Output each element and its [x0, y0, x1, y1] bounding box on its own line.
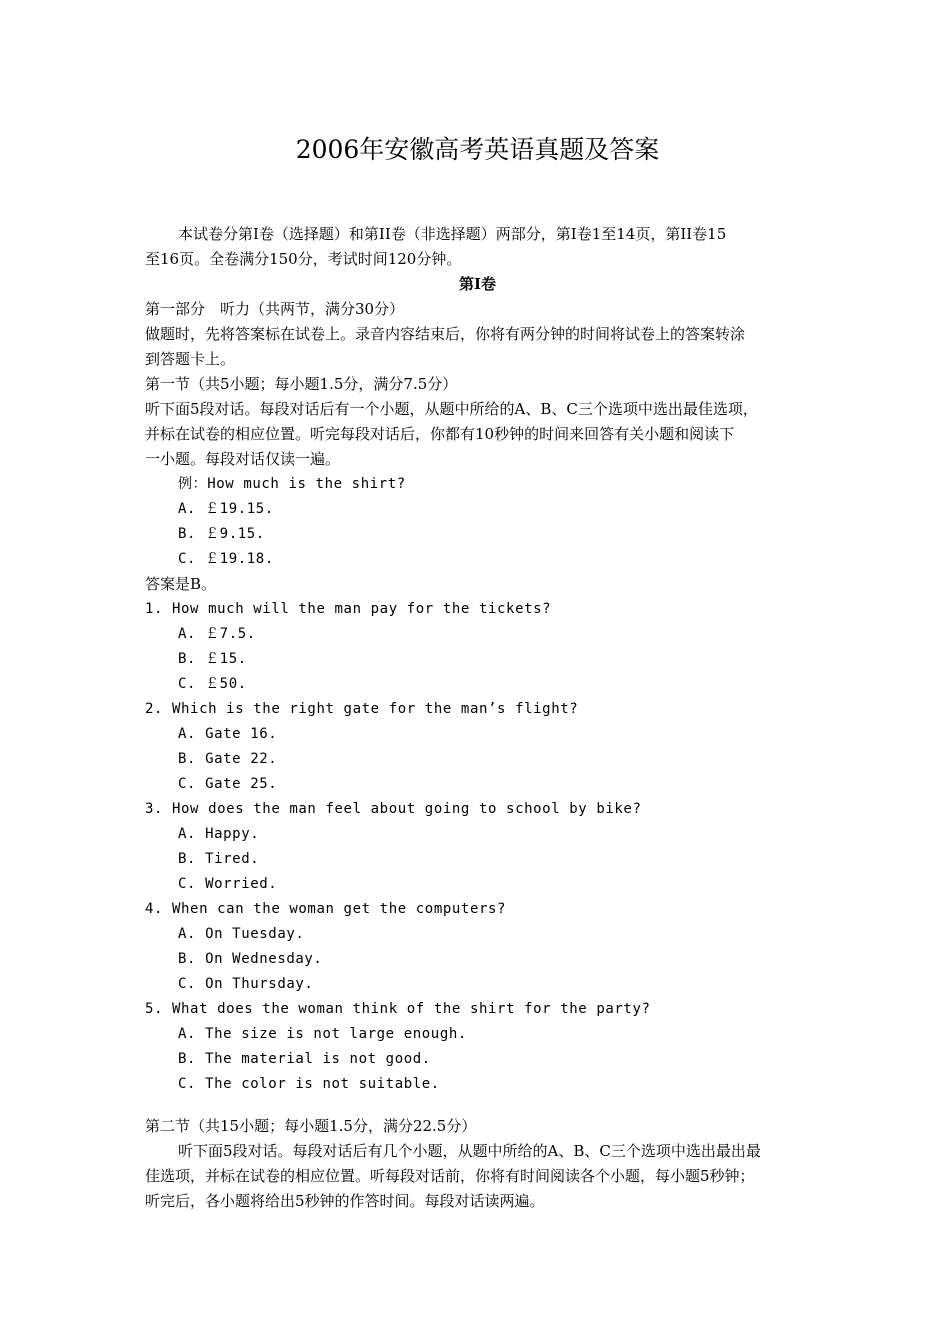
question-option: A. On Tuesday.: [178, 926, 305, 942]
volume-heading: 第I卷: [458, 275, 497, 293]
question-item: [145, 897, 810, 922]
question-item: [145, 597, 810, 622]
question-item: [145, 997, 810, 1022]
section-gap: [145, 1097, 810, 1114]
question-text: How much will the man pay for the tickets?: [172, 601, 552, 617]
question-option: B. ￡15.: [178, 651, 247, 667]
question-option: B. Gate 22.: [178, 751, 278, 767]
question-option: B. Tired.: [178, 851, 260, 867]
question-text: When can the woman get the computers?: [172, 901, 507, 917]
intro-line: 至16页。全卷满分150分，考试时间120分钟。: [145, 250, 462, 268]
question-option: A. Gate 16.: [178, 726, 278, 742]
part1-instruction: 做题时，先将答案标在试卷上。录音内容结束后，你将有两分钟的时间将试卷上的答案转涂: [145, 325, 746, 343]
section2-instruction: 听完后，各小题将给出5秒钟的作答时间。每段对话读两遍。: [145, 1192, 545, 1210]
intro-line: 本试卷分第I卷（选择题）和第II卷（非选择题）两部分，第I卷1至14页，第II卷15: [178, 225, 727, 243]
example-option: C. ￡19.18.: [178, 551, 274, 567]
question-option: B. On Wednesday.: [178, 951, 323, 967]
question-option: C. On Thursday.: [178, 976, 314, 992]
question-number: 5.: [145, 1001, 164, 1017]
section1-instruction: 并标在试卷的相应位置。听完每段对话后，你都有10秒钟的时间来回答有关小题和阅读下: [145, 425, 735, 443]
question-text: What does the woman think of the shirt for the party?: [172, 1001, 651, 1017]
section1-instruction: 听下面5段对话。每段对话后有一个小题，从题中所给的A、B、C三个选项中选出最佳选项，: [145, 400, 758, 418]
part1-heading: 第一部分 听力（共两节，满分30分）: [145, 300, 405, 318]
question-text: Which is the right gate for the man’s flight?: [172, 701, 579, 717]
question-number: 1.: [145, 601, 164, 617]
example-option: A. ￡19.15.: [178, 501, 274, 517]
section1-heading: 第一节（共5小题；每小题1.5分，满分7.5分）: [145, 375, 458, 393]
part1-instruction: 到答题卡上。: [145, 350, 236, 368]
question-item: [145, 797, 810, 822]
document-body: [145, 222, 810, 1214]
document-title: 2006年安徽高考英语真题及答案: [295, 135, 660, 164]
section2-instruction: 佳选项，并标在试卷的相应位置。听每段对话前，你将有时间阅读各个小题，每小题5秒钟；: [145, 1167, 755, 1185]
question-option: C. ￡50.: [178, 676, 247, 692]
question-item: [145, 697, 810, 722]
example-option: B. ￡9.15.: [178, 526, 265, 542]
section2-instruction: 听下面5段对话。每段对话后有几个小题，从题中所给的A、B、C三个选项中选出最出最: [178, 1142, 761, 1160]
question-option: B. The material is not good.: [178, 1051, 431, 1067]
example-question: 例：How much is the shirt?: [178, 476, 406, 492]
question-number: 3.: [145, 801, 164, 817]
question-option: C. Worried.: [178, 876, 278, 892]
question-option: A. The size is not large enough.: [178, 1026, 467, 1042]
section2-heading: 第二节（共15小题；每小题1.5分，满分22.5分）: [145, 1117, 477, 1135]
example-answer: 答案是B。: [145, 575, 217, 593]
section1-instruction: 一小题。每段对话仅读一遍。: [145, 450, 341, 468]
question-option: A. Happy.: [178, 826, 260, 842]
question-text: How does the man feel about going to school by bike?: [172, 801, 642, 817]
question-number: 2.: [145, 701, 164, 717]
question-option: A. ￡7.5.: [178, 626, 256, 642]
question-option: C. The color is not suitable.: [178, 1076, 440, 1092]
question-option: C. Gate 25.: [178, 776, 278, 792]
question-number: 4.: [145, 901, 164, 917]
